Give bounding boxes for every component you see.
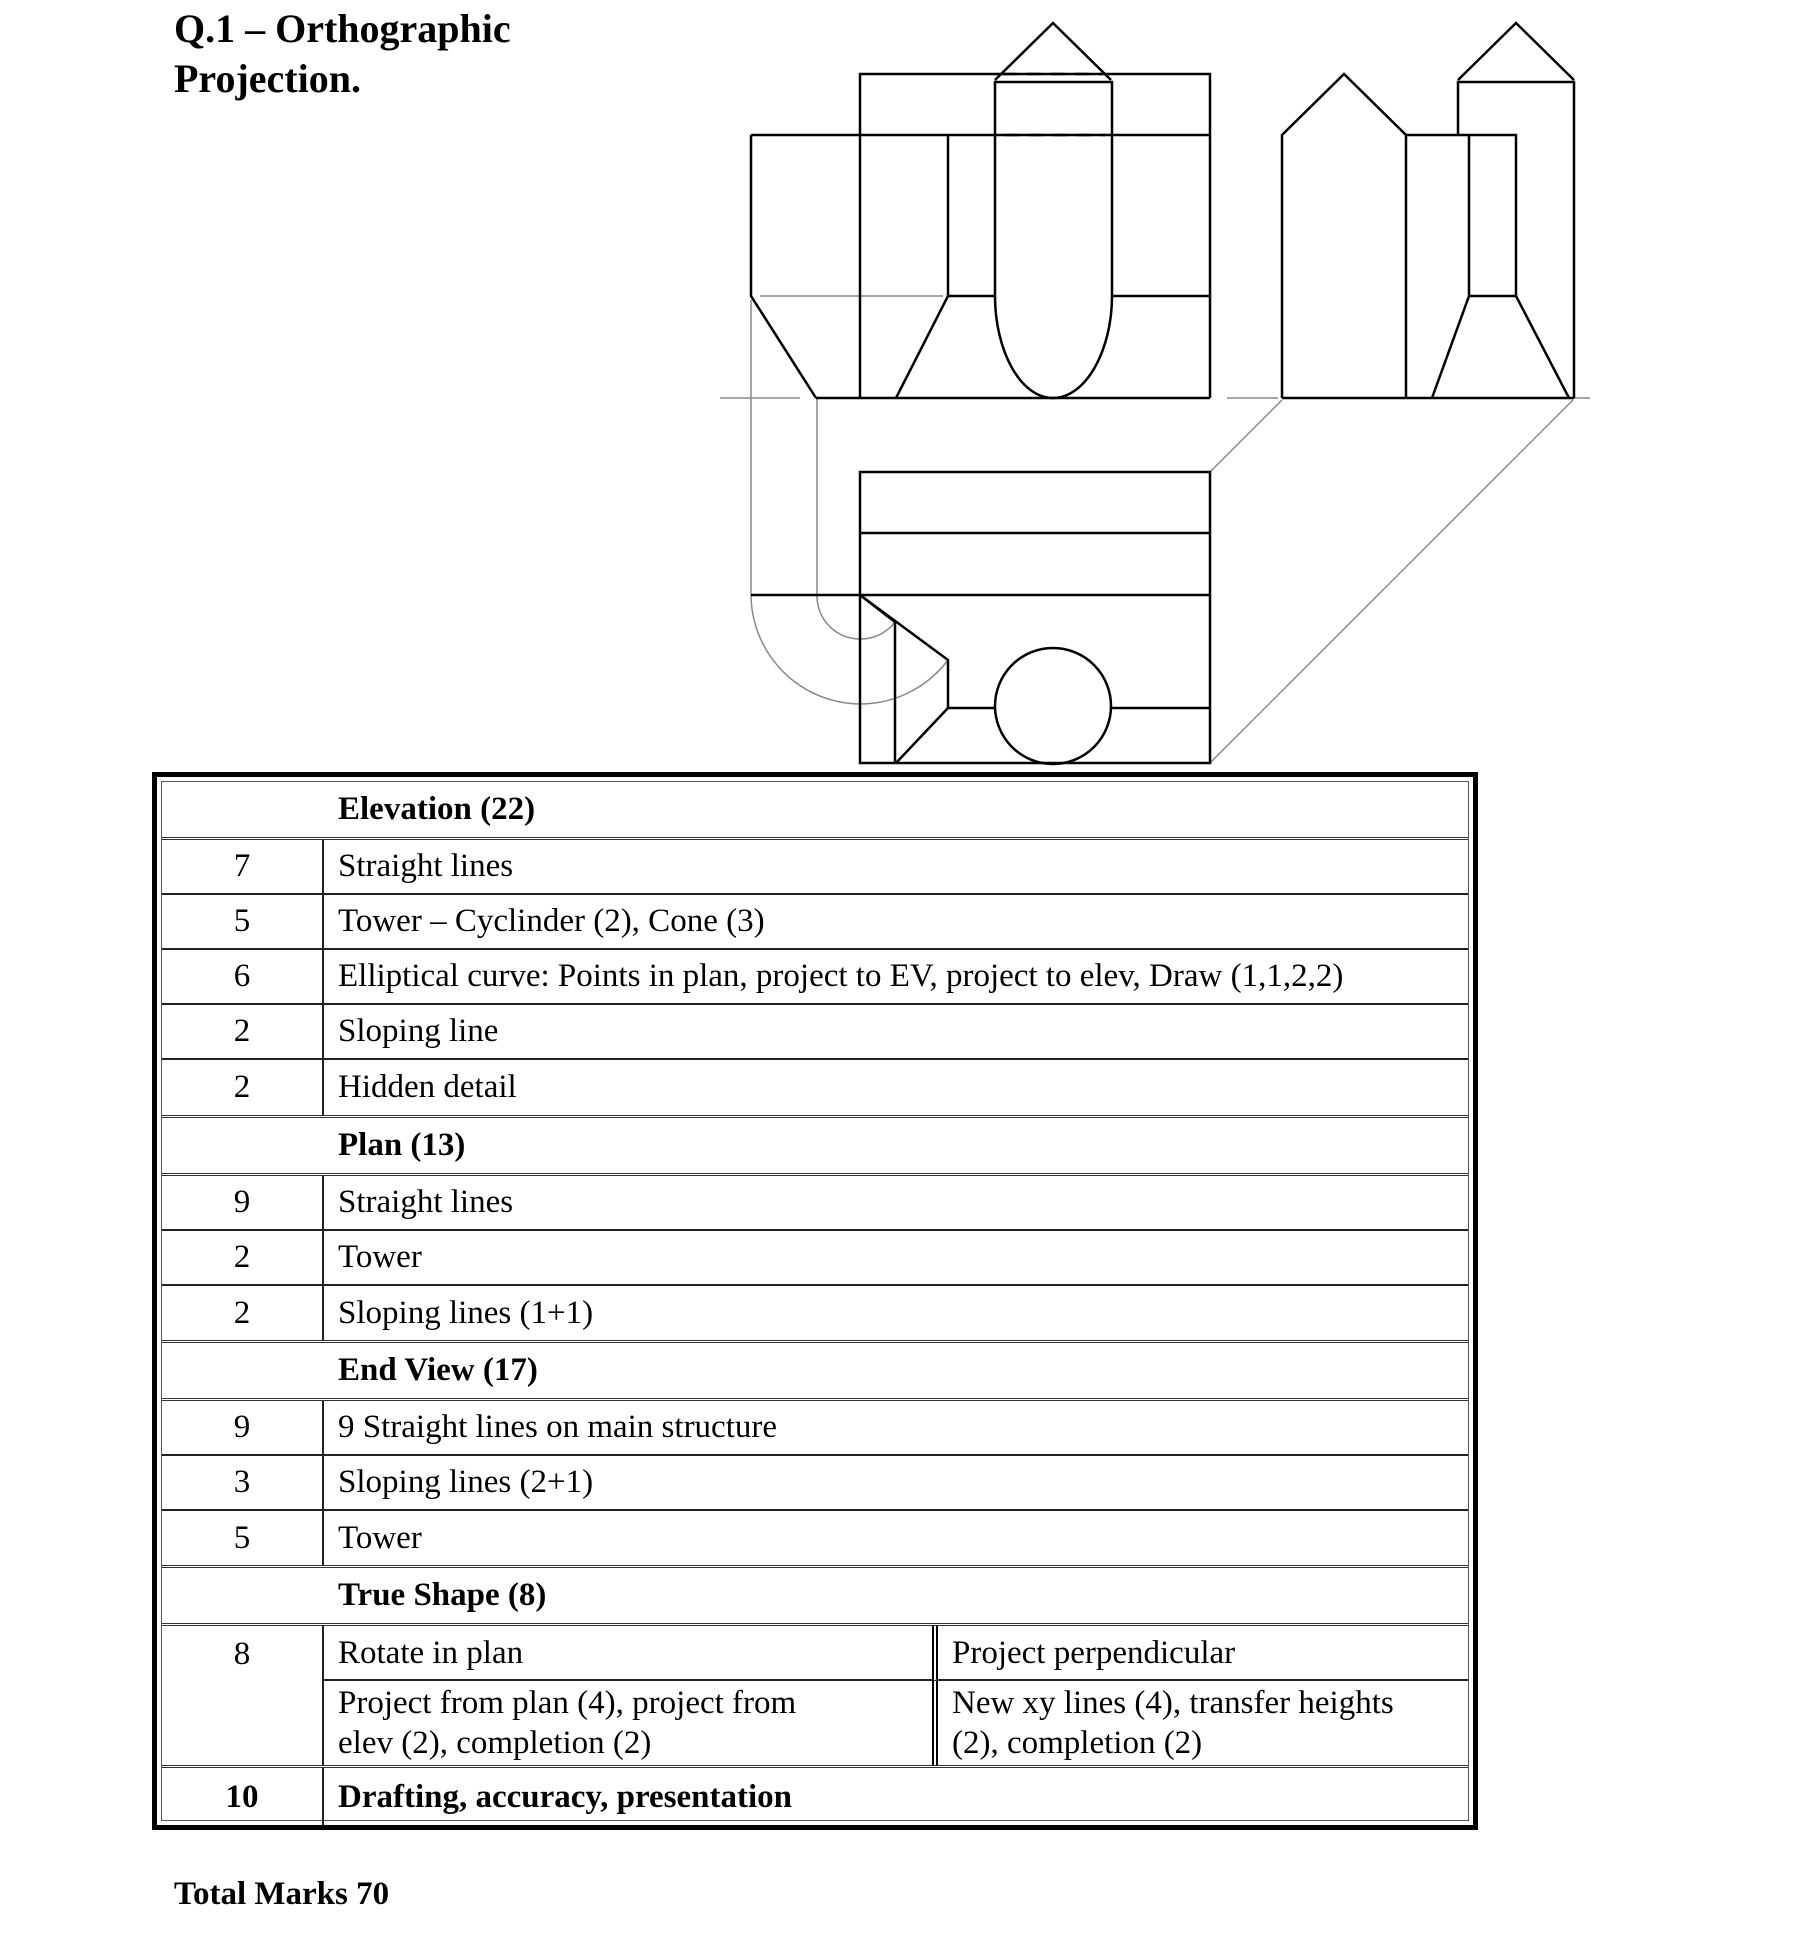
title-line-2: Projection. bbox=[174, 56, 361, 101]
table-row bbox=[162, 895, 1468, 950]
table-row bbox=[162, 840, 1468, 895]
description-cell: Elliptical curve: Points in plan, project to EV, project to elev, Draw (1,1,2,2) bbox=[338, 958, 1344, 994]
marks-cell: 7 bbox=[162, 840, 324, 893]
description-cell: Tower bbox=[338, 1519, 422, 1556]
description-cell: Drafting, accuracy, presentation bbox=[338, 1778, 792, 1815]
marks-cell: 9 bbox=[162, 1176, 324, 1229]
construction-lines bbox=[720, 296, 1590, 763]
table-row bbox=[162, 950, 1468, 1005]
marks-cell: 9 bbox=[162, 1401, 324, 1454]
total-marks: Total Marks 70 bbox=[174, 1876, 390, 1912]
marking-scheme-table bbox=[152, 772, 1478, 1830]
marks-cell: 8 bbox=[162, 1626, 324, 1765]
orthographic-drawing bbox=[0, 0, 1818, 770]
section-header-end-view bbox=[162, 1343, 1468, 1401]
marks-cell: 2 bbox=[162, 1060, 324, 1115]
description-cell: 9 Straight lines on main structure bbox=[338, 1409, 778, 1445]
table-row bbox=[162, 1005, 1468, 1060]
end-view bbox=[1282, 23, 1574, 398]
drafting-row bbox=[162, 1768, 1468, 1826]
marks-cell: 5 bbox=[162, 1511, 324, 1565]
plan-view bbox=[751, 472, 1210, 764]
option-b-detail bbox=[932, 1681, 1468, 1765]
option-a-title: Rotate in plan bbox=[324, 1626, 932, 1681]
table-row bbox=[162, 1176, 1468, 1231]
section-header-plan bbox=[162, 1118, 1468, 1176]
section-header-true-shape bbox=[162, 1568, 1468, 1626]
marks-cell: 6 bbox=[162, 950, 324, 1003]
marks-cell: 3 bbox=[162, 1456, 324, 1509]
option-b-detail-line-2: (2), completion (2) bbox=[952, 1725, 1203, 1761]
elevation-view bbox=[751, 23, 1210, 398]
option-b-title: Project perpendicular bbox=[932, 1626, 1468, 1681]
description-cell: Straight lines bbox=[338, 1184, 514, 1220]
marks-cell: 2 bbox=[162, 1231, 324, 1284]
option-a-detail-line-2: elev (2), completion (2) bbox=[338, 1725, 652, 1761]
description-cell: Sloping lines (2+1) bbox=[338, 1464, 594, 1500]
table-row bbox=[162, 1286, 1468, 1343]
table-row bbox=[162, 1456, 1468, 1511]
marks-cell: 10 bbox=[162, 1768, 324, 1826]
option-a-detail bbox=[324, 1681, 932, 1765]
description-cell: Hidden detail bbox=[338, 1069, 517, 1105]
section-header-elevation bbox=[162, 782, 1468, 840]
description-cell: Straight lines bbox=[338, 848, 514, 884]
description-cell: Sloping line bbox=[338, 1013, 499, 1049]
title-line-1: Q.1 – Orthographic bbox=[174, 6, 511, 51]
description-cell: Tower bbox=[338, 1239, 422, 1275]
description-cell: Sloping lines (1+1) bbox=[338, 1294, 594, 1331]
table-row bbox=[162, 1511, 1468, 1568]
true-shape-block bbox=[162, 1626, 1468, 1768]
description-cell: Tower – Cyclinder (2), Cone (3) bbox=[338, 903, 765, 939]
marks-cell: 2 bbox=[162, 1286, 324, 1340]
section-heading: Elevation (22) bbox=[338, 791, 536, 827]
marks-cell: 5 bbox=[162, 895, 324, 948]
section-heading: Plan (13) bbox=[338, 1127, 466, 1163]
option-a-detail-line-1: Project from plan (4), project from bbox=[338, 1685, 797, 1721]
option-b-detail-line-1: New xy lines (4), transfer heights bbox=[952, 1685, 1394, 1721]
marks-cell: 2 bbox=[162, 1005, 324, 1058]
section-heading: True Shape (8) bbox=[338, 1577, 547, 1613]
section-heading: End View (17) bbox=[338, 1352, 538, 1388]
table-row bbox=[162, 1231, 1468, 1286]
table-row bbox=[162, 1401, 1468, 1456]
table-row bbox=[162, 1060, 1468, 1118]
